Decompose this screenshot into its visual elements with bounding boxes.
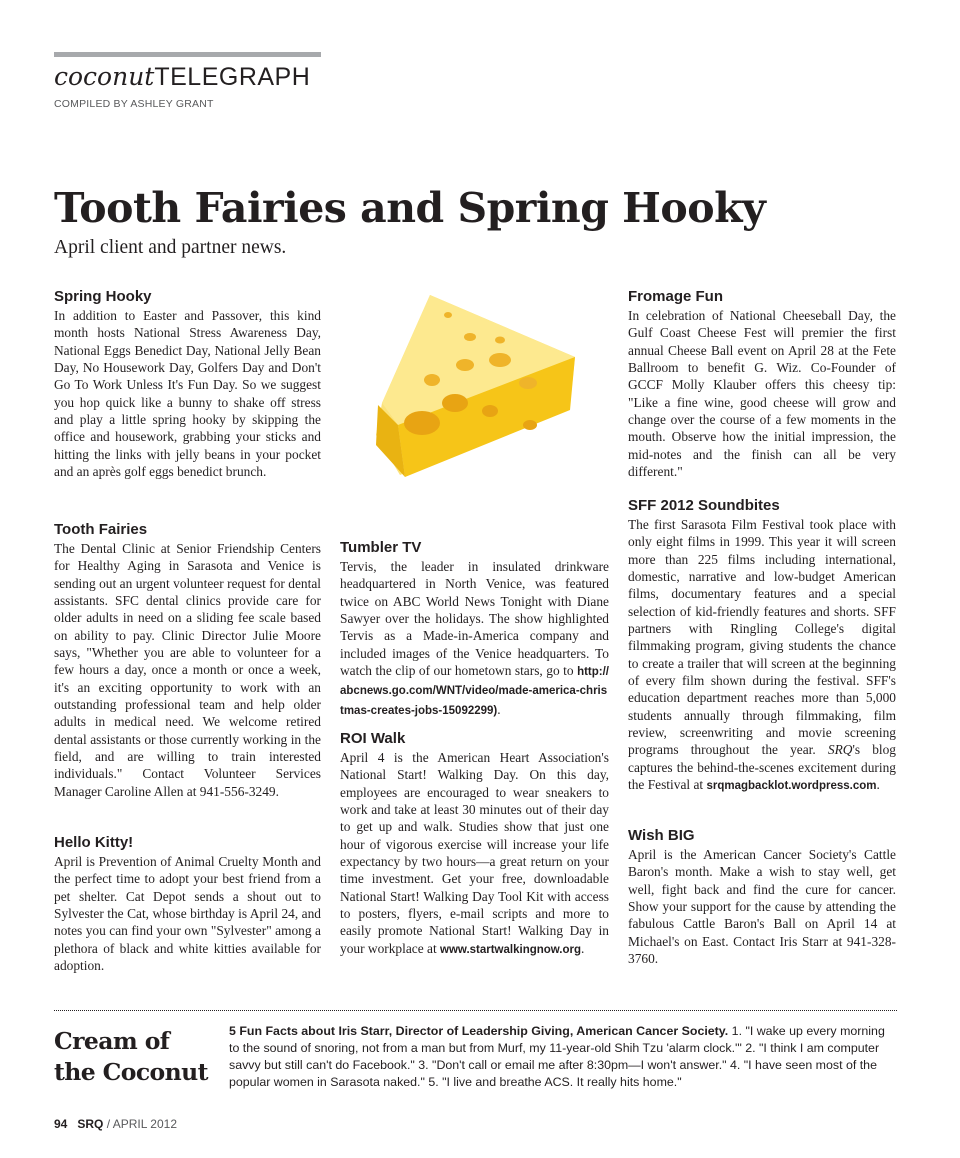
story-body: Tervis, the leader in insulated drinkware headquartered in North Venice, was featured twice on ABC World News Tonight with Diane Sawyer over the holidays. The show highlighted Tervis as a Made-in-America company and included images of the Venice headquarters. To watch the clip of our hometown stars, go to <box>340 559 609 679</box>
page-footer <box>54 1117 177 1131</box>
story-tail: . <box>497 701 501 717</box>
section-title-script: coconut <box>54 62 155 91</box>
story-spring-hooky <box>54 288 321 480</box>
story-roi-walk <box>340 730 609 959</box>
story-title: ROI Walk <box>340 730 406 747</box>
cheese-hole <box>442 394 468 412</box>
cheese-illustration <box>370 285 600 485</box>
story-body: The Dental Clinic at Senior Friendship Centers for Healthy Aging in Sarasota and Venice is sending out an urgent volunteer request for dental assistants. SFC dental clinics provide care for older adults in need on a sliding fee scale based on ability to pay. Clinic Director Julie Moore says, "Whether you are able to volunteer for a few hours a day, once a month or once a week, it's an exciting opportunity to work with an outstanding professional team and help older adults in medical need. We welcome retired dental assistants or those currently working in the field, and are willing to train interested individuals." Contact Volunteer Services Manager Caroline Allen at 941-556-3249. <box>54 541 321 799</box>
story-body-2: 's blog captures the behind-the-scenes excitement during the Festival at <box>628 742 896 793</box>
cheese-hole <box>489 353 511 367</box>
dek: April client and partner news. <box>54 237 287 258</box>
cheese-hole <box>444 312 452 318</box>
section-rule <box>54 52 321 57</box>
srqmagbacklot-link[interactable]: srqmagbacklot.wordpress.com <box>706 780 877 793</box>
cream-facts-text: 1. "I wake up every morning to the sound of snoring, not from a man but from Murf, my 11-year-old Shih Tzu 'alarm clock.'" 2. "I think I am computer savvy but still can't do Facebook." 3. "Don't call or email me after 8:30pm—I won't answer." 4. "I have seen most of the popular women in Sarasota naked." 5. "I live and breathe ACS. It really hits home." <box>229 1024 885 1089</box>
story-fromage-fun <box>628 288 896 480</box>
cream-lead: 5 Fun Facts about Iris Starr, Director of Leadership Giving, American Cancer Society. <box>229 1024 729 1038</box>
startwalkingnow-link[interactable]: www.startwalkingnow.org <box>440 943 582 956</box>
srq-italic: SRQ <box>827 742 853 758</box>
cream-title-line-2: the Coconut <box>54 1058 208 1086</box>
story-title: Wish BIG <box>628 827 695 844</box>
story-body-wrap <box>340 558 609 720</box>
cream-of-the-coconut-title <box>54 1026 208 1088</box>
story-body: In addition to Easter and Passover, this kind month hosts National Stress Awareness Day, National Eggs Benedict Day, National Jelly Bean Day, No Housework Day, Golfers Day and Don't Go To Work Unless It's Fun Day. So we suggest you hop quick like a bunny to shake off stress and play a little spring hooky by skipping the office and housework, grabbing your sticks and hitting the links with jelly beans in your pocket and an après golf eggs benedict brunch. <box>54 308 321 480</box>
byline: COMPILED BY ASHLEY GRANT <box>54 98 214 110</box>
issue-date: / APRIL 2012 <box>106 1117 177 1131</box>
abcnews-link[interactable]: http://abcnews.go.com/WNT/video/made-america-christmas-creates-jobs-15092299) <box>340 666 609 717</box>
story-title: Fromage Fun <box>628 288 724 305</box>
cheese-hole <box>523 420 537 430</box>
story-title: Tooth Fairies <box>54 521 148 538</box>
story-wish-big <box>628 827 896 967</box>
cheese-hole <box>464 333 476 341</box>
cheese-hole <box>456 359 474 371</box>
story-title: Hello Kitty! <box>54 834 134 851</box>
cream-facts <box>229 1023 897 1091</box>
story-title: SFF 2012 Soundbites <box>628 497 780 514</box>
story-body-wrap <box>628 516 896 796</box>
story-tail: . <box>876 777 880 793</box>
story-body: April is Prevention of Animal Cruelty Month and the perfect time to adopt your best friend from a pet shelter. Cat Depot sends a shout out to Sylvester the Cat, whose birthday is April 24, and notes you can find your own "Sylvester" among a plethora of black and white kitties available for adoption. <box>54 854 321 974</box>
story-sff-soundbites <box>628 497 896 796</box>
story-title: Tumbler TV <box>340 539 422 556</box>
cheese-hole <box>424 374 440 386</box>
cheese-hole <box>495 337 505 344</box>
story-tumbler-tv <box>340 539 609 720</box>
section-title-caps: TELEGRAPH <box>154 63 311 91</box>
page-number: 94 <box>54 1117 68 1131</box>
headline: Tooth Fairies and Spring Hooky <box>54 184 766 232</box>
section-title <box>54 62 310 92</box>
story-tail: . <box>581 940 585 956</box>
story-title: Spring Hooky <box>54 288 152 305</box>
story-body-wrap <box>340 749 609 959</box>
story-tooth-fairies <box>54 521 321 800</box>
cheese-hole <box>482 405 498 417</box>
story-body: The first Sarasota Film Festival took place with only eight films in 1999. This year it will screen more than 225 films including international, domestic, narrative and low-budget American films, documentary features and a special selection of kid-friendly features and shorts. SFF partners with Ringling College's digital filmmaking program, giving students the chance to create a trailer that will screen at the beginning of every film shown during the festival. SFF's education department reaches more than 5,000 students annually through filmmaking, film review, screenwriting and movie screening programs throughout the year. <box>628 517 896 758</box>
dotted-divider <box>54 1010 897 1011</box>
cheese-hole <box>519 377 537 389</box>
cream-title-line-1: Cream of <box>54 1027 170 1055</box>
story-body: April is the American Cancer Society's Cattle Baron's month. Make a wish to stay well, get well, fight back and find the cure for cancer. Show your support for the cause by attending the fabulous Cattle Baron's Ball on April 14 at Michael's on East. Contact Iris Starr at 941-328-3760. <box>628 847 896 967</box>
story-body: April 4 is the American Heart Association's National Start! Walking Day. On this day, employees are encouraged to wear sneakers to work and take at least 30 minutes out of their day to get up and walk. Studies show that just one hour of vigorous exercise will increase your life expectancy by two hours—a great return on your time investment. Get your free, downloadable National Start! Walking Day Tool Kit with access to posters, flyers, e-mail scripts and more to easily promote National Start! Walking Day in your workplace at <box>340 750 609 956</box>
story-hello-kitty <box>54 834 321 974</box>
cheese-hole <box>404 411 440 435</box>
magazine-name: SRQ <box>77 1117 104 1131</box>
story-body: In celebration of National Cheeseball Day, the Gulf Coast Cheese Fest will premier the first annual Cheese Ball event on April 28 at the Fete Ballroom to benefit G. Wiz. Co-Founder of GCCF Molly Klauber offers this cheesy tip: "Like a fine wine, good cheese will grow and change over the course of a few moments in the mouth. Observe how the initial impression, the mid-notes and the finish can all be very different." <box>628 308 896 480</box>
